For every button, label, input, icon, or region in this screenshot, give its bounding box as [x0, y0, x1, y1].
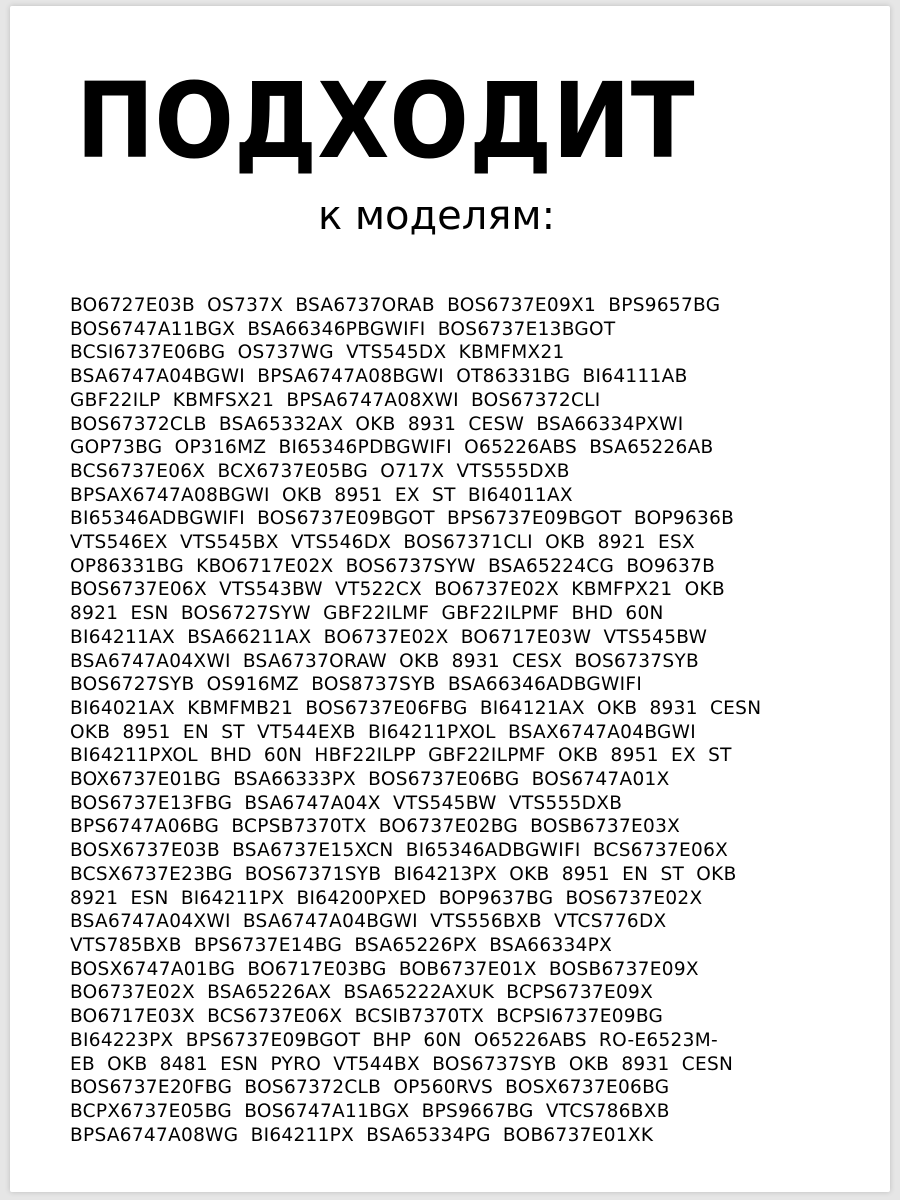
model-line: BOS6737E06X VTS543BW VT522CX BO6737E02X KBMFPX21 OKB — [70, 579, 725, 601]
model-line: BSA6747A04XWI BSA6737ORAW OKB 8931 CESX BOS6737SYB — [70, 650, 699, 672]
model-line: BI64211PXOL BHD 60N HBF22ILPP GBF22ILPMF OKB 8951 EX ST — [70, 745, 732, 767]
model-line: BSA6747A04BGWI BPSA6747A08BGWI OT86331BG BI64111AB — [70, 366, 688, 388]
model-line: BOSX6747A01BG BO6717E03BG BOB6737E01X BOSB6737E09X — [70, 958, 699, 980]
model-line: 8921 ESN BI64211PX BI64200PXED BOP9637BG BOS6737E02X — [70, 887, 703, 909]
model-line: BPSAX6747A08BGWI OKB 8951 EX ST BI64011AX — [70, 484, 573, 506]
model-line: BOS6747A11BGX BSA66346PBGWIFI BOS6737E13BGOT — [70, 318, 616, 340]
model-line: BCSX6737E23BG BOS67371SYB BI64213PX OKB 8951 EN ST OKB — [70, 863, 737, 885]
model-line: BO6727E03B OS737X BSA6737ORAB BOS6737E09X1 BPS9657BG — [70, 295, 721, 316]
model-line: BOS6737E13FBG BSA6747A04X VTS545BW VTS555DXB — [70, 792, 623, 814]
model-line: VTS546EX VTS545BX VTS546DX BOS67371CLI OKB 8921 ESX — [70, 532, 696, 554]
model-line: 8921 ESN BOS6727SYW GBF22ILMF GBF22ILPMF BHD 60N — [70, 603, 664, 625]
model-line: BPSA6747A08WG BI64211PX BSA65334PG BOB6737E01XK — [70, 1124, 654, 1146]
model-line: BCS6737E06X BCX6737E05BG O717X VTS555DXB — [70, 460, 570, 482]
model-line: BOS6727SYB OS916MZ BOS8737SYB BSA66346ADBGWIFI — [70, 674, 643, 696]
model-list — [70, 294, 850, 1147]
model-line: BO6717E03X BCS6737E06X BCSIB7370TX BCPSI6737E09BG — [70, 1006, 664, 1028]
model-line: BPS6747A06BG BCPSB7370TX BO6737E02BG BOSB6737E03X — [70, 816, 681, 838]
model-line: BCSI6737E06BG OS737WG VTS545DX KBMFMX21 — [70, 342, 565, 364]
model-line: BOS67372CLB BSA65332AX OKB 8931 CESW BSA66334PXWI — [70, 413, 684, 435]
subheadline: к моделям: — [318, 193, 556, 239]
model-line: BOSX6737E03B BSA6737E15XCN BI65346ADBGWIFI BCS6737E06X — [70, 840, 729, 862]
model-line: BI64021AX KBMFMB21 BOS6737E06FBG BI64121AX OKB 8931 CESN — [70, 697, 762, 719]
model-line: VTS785BXB BPS6737E14BG BSA65226PX BSA66334PX — [70, 934, 613, 956]
compatibility-sheet — [10, 6, 890, 1192]
model-line: BI65346ADBGWIFI BOS6737E09BGOT BPS6737E09BGOT BOP9636B — [70, 508, 735, 530]
model-line: OKB 8951 EN ST VT544EXB BI64211PXOL BSAX6747A04BGWI — [70, 721, 696, 743]
model-line: EB OKB 8481 ESN PYRO VT544BX BOS6737SYB OKB 8931 CESN — [70, 1053, 734, 1075]
model-line: OP86331BG KBO6717E02X BOS6737SYW BSA65224CG BO9637B — [70, 555, 716, 577]
model-line: GOP73BG OP316MZ BI65346PDBGWIFI O65226ABS BSA65226AB — [70, 437, 714, 459]
model-line: BO6737E02X BSA65226AX BSA65222AXUK BCPS6737E09X — [70, 982, 654, 1004]
model-line: BOX6737E01BG BSA66333PX BOS6737E06BG BOS6747A01X — [70, 769, 670, 791]
model-line: BSA6747A04XWI BSA6747A04BGWI VTS556BXB VTCS776DX — [70, 911, 667, 933]
headline: ПОДХОДИТ — [76, 60, 695, 182]
model-line: BI64223PX BPS6737E09BGOT BHP 60N O65226ABS RO-E6523M- — [70, 1029, 718, 1051]
model-line: BI64211AX BSA66211AX BO6737E02X BO6717E03W VTS545BW — [70, 626, 708, 648]
model-line: BOS6737E20FBG BOS67372CLB OP560RVS BOSX6737E06BG — [70, 1077, 670, 1099]
model-line: GBF22ILP KBMFSX21 BPSA6747A08XWI BOS67372CLI — [70, 389, 601, 411]
model-line: BCPX6737E05BG BOS6747A11BGX BPS9667BG VTCS786BXB — [70, 1100, 670, 1122]
